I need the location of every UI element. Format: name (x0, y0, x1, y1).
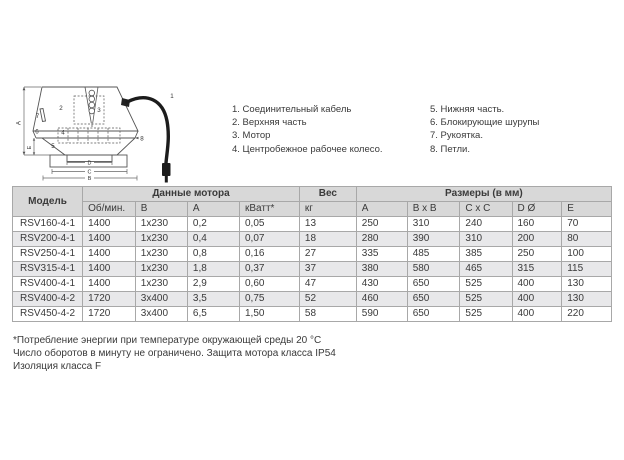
footnote-energy: *Потребление энергии при температуре окружающей среды 20 °C (13, 335, 322, 346)
value-cell: 430 (356, 277, 407, 292)
part-label-3: 3 (97, 107, 101, 114)
value-cell: 525 (460, 307, 512, 322)
legend-item: 1. Соединительный кабель (232, 104, 352, 115)
fan-diagram-svg (5, 83, 215, 188)
value-cell: 310 (407, 217, 460, 232)
column-sub-header: E (562, 202, 612, 217)
value-cell: 1400 (83, 247, 136, 262)
value-cell: 2,9 (187, 277, 239, 292)
value-cell: 1x230 (135, 217, 187, 232)
value-cell: 52 (299, 292, 356, 307)
column-sub-header: D Ø (512, 202, 562, 217)
value-cell: 400 (512, 292, 562, 307)
value-cell: 100 (562, 247, 612, 262)
table-row (13, 292, 612, 307)
table-row (13, 262, 612, 277)
value-cell: 6,5 (187, 307, 239, 322)
fan-diagram (5, 83, 215, 188)
model-cell: RSV400-4-2 (13, 292, 83, 307)
footnote-rpm-protection: Число оборотов в минуту не ограничено. Защита мотора класса IP54 (13, 348, 336, 360)
power-cable (127, 98, 168, 163)
value-cell: 650 (407, 307, 460, 322)
value-cell: 1400 (83, 277, 136, 292)
value-cell: 47 (299, 277, 356, 292)
value-cell: 1x230 (135, 262, 187, 277)
value-cell: 0,60 (240, 277, 300, 292)
table-row (13, 217, 612, 232)
value-cell: 400 (512, 277, 562, 292)
legend-item: 5. Нижняя часть. (430, 104, 505, 115)
value-cell: 1720 (83, 307, 136, 322)
housing-edge (135, 131, 138, 138)
value-cell: 160 (512, 217, 562, 232)
value-cell: 485 (407, 247, 460, 262)
value-cell: 130 (562, 292, 612, 307)
table-row (13, 307, 612, 322)
value-cell: 400 (512, 307, 562, 322)
value-cell: 1400 (83, 217, 136, 232)
value-cell: 465 (460, 262, 512, 277)
motor-bolts (89, 90, 95, 114)
arrowhead (33, 138, 35, 141)
value-cell: 1720 (83, 292, 136, 307)
legend-column-left (232, 103, 430, 156)
value-cell: 0,05 (240, 217, 300, 232)
value-cell: 380 (356, 262, 407, 277)
model-cell: RSV250-4-1 (13, 247, 83, 262)
value-cell: 385 (460, 247, 512, 262)
value-cell: 460 (356, 292, 407, 307)
legend-item: 6. Блокирующие шурупы (430, 117, 540, 129)
arrowhead (23, 87, 26, 90)
part-label-2: 2 (59, 105, 63, 112)
model-cell: RSV160-4-1 (13, 217, 83, 232)
legend-item: 2. Верхняя часть (232, 117, 307, 129)
spec-table (12, 186, 612, 322)
value-cell: 590 (356, 307, 407, 322)
value-cell: 3,5 (187, 292, 239, 307)
part-label-7: 7 (35, 113, 40, 120)
legend-item: 8. Петли. (430, 143, 470, 155)
value-cell: 250 (512, 247, 562, 262)
cable-plug (162, 163, 171, 176)
dim-label-b: B (87, 176, 92, 182)
part-label-6: 6 (35, 128, 39, 136)
value-cell: 3x400 (135, 292, 187, 307)
value-cell: 80 (562, 232, 612, 247)
column-group-header: Модель (13, 187, 83, 217)
value-cell: 18 (299, 232, 356, 247)
column-sub-header: кг (299, 202, 356, 217)
value-cell: 240 (460, 217, 512, 232)
value-cell: 390 (407, 232, 460, 247)
column-sub-header: А (187, 202, 239, 217)
value-cell: 13 (299, 217, 356, 232)
value-cell: 0,07 (240, 232, 300, 247)
value-cell: 37 (299, 262, 356, 277)
cable-plug-tip (165, 176, 168, 183)
legend-item: 7. Рукоятка. (430, 130, 483, 142)
value-cell: 580 (407, 262, 460, 277)
model-cell: RSV450-4-2 (13, 307, 83, 322)
spec-table-body (13, 217, 612, 322)
value-cell: 335 (356, 247, 407, 262)
value-cell: 1x230 (135, 232, 187, 247)
column-group-header: Размеры (в мм) (356, 187, 611, 202)
upper-housing-outline (33, 87, 138, 131)
value-cell: 130 (562, 277, 612, 292)
impeller-dashed-box (58, 128, 120, 143)
legend-item: 3. Мотор (232, 130, 271, 142)
value-cell: 58 (299, 307, 356, 322)
legend-column-right (430, 103, 612, 156)
column-sub-header: В (135, 202, 187, 217)
value-cell: 650 (407, 292, 460, 307)
value-cell: 525 (460, 292, 512, 307)
dim-label-e: E (27, 145, 33, 150)
value-cell: 115 (562, 262, 612, 277)
column-sub-header: кВатт* (240, 202, 300, 217)
footnotes (13, 334, 603, 374)
value-cell: 250 (356, 217, 407, 232)
value-cell: 0,2 (187, 217, 239, 232)
spec-table-head (13, 187, 612, 217)
column-sub-header: B x B (407, 202, 460, 217)
lower-housing-outline (42, 138, 135, 155)
value-cell: 525 (460, 277, 512, 292)
handle-shape (40, 109, 46, 122)
value-cell: 1,50 (240, 307, 300, 322)
dimension-a-line (24, 87, 50, 155)
value-cell: 1400 (83, 232, 136, 247)
arrowhead (23, 152, 26, 155)
value-cell: 0,16 (240, 247, 300, 262)
column-sub-header: A (356, 202, 407, 217)
dim-label-a: A (15, 120, 23, 126)
model-cell: RSV400-4-1 (13, 277, 83, 292)
table-row (13, 277, 612, 292)
value-cell: 1x230 (135, 247, 187, 262)
value-cell: 1x230 (135, 277, 187, 292)
value-cell: 1,8 (187, 262, 239, 277)
value-cell: 1400 (83, 262, 136, 277)
value-cell: 3x400 (135, 307, 187, 322)
value-cell: 0,37 (240, 262, 300, 277)
value-cell: 310 (460, 232, 512, 247)
value-cell: 280 (356, 232, 407, 247)
value-cell: 70 (562, 217, 612, 232)
part-label-4: 4 (61, 129, 65, 137)
model-cell: RSV200-4-1 (13, 232, 83, 247)
column-sub-header: C x C (460, 202, 512, 217)
table-row (13, 247, 612, 262)
part-label-1: 1 (170, 93, 174, 100)
column-sub-header: Об/мин. (83, 202, 136, 217)
value-cell: 650 (407, 277, 460, 292)
model-cell: RSV315-4-1 (13, 262, 83, 277)
value-cell: 200 (512, 232, 562, 247)
column-group-header: Данные мотора (83, 187, 300, 202)
part-label-5: 5 (51, 143, 55, 150)
value-cell: 0,4 (187, 232, 239, 247)
table-row (13, 232, 612, 247)
value-cell: 0,75 (240, 292, 300, 307)
dim-label-d: D (87, 160, 92, 167)
value-cell: 220 (562, 307, 612, 322)
dim-label-c: C (87, 169, 92, 176)
value-cell: 0,8 (187, 247, 239, 262)
arrowhead (33, 152, 35, 155)
parts-legend (232, 103, 612, 156)
footnote-insulation: Изоляция класса F (13, 361, 102, 373)
legend-item: 4. Центробежное рабочее колесо. (232, 143, 383, 155)
value-cell: 315 (512, 262, 562, 277)
column-group-header: Вес (299, 187, 356, 202)
part-label-8: 8 (140, 135, 144, 143)
value-cell: 27 (299, 247, 356, 262)
